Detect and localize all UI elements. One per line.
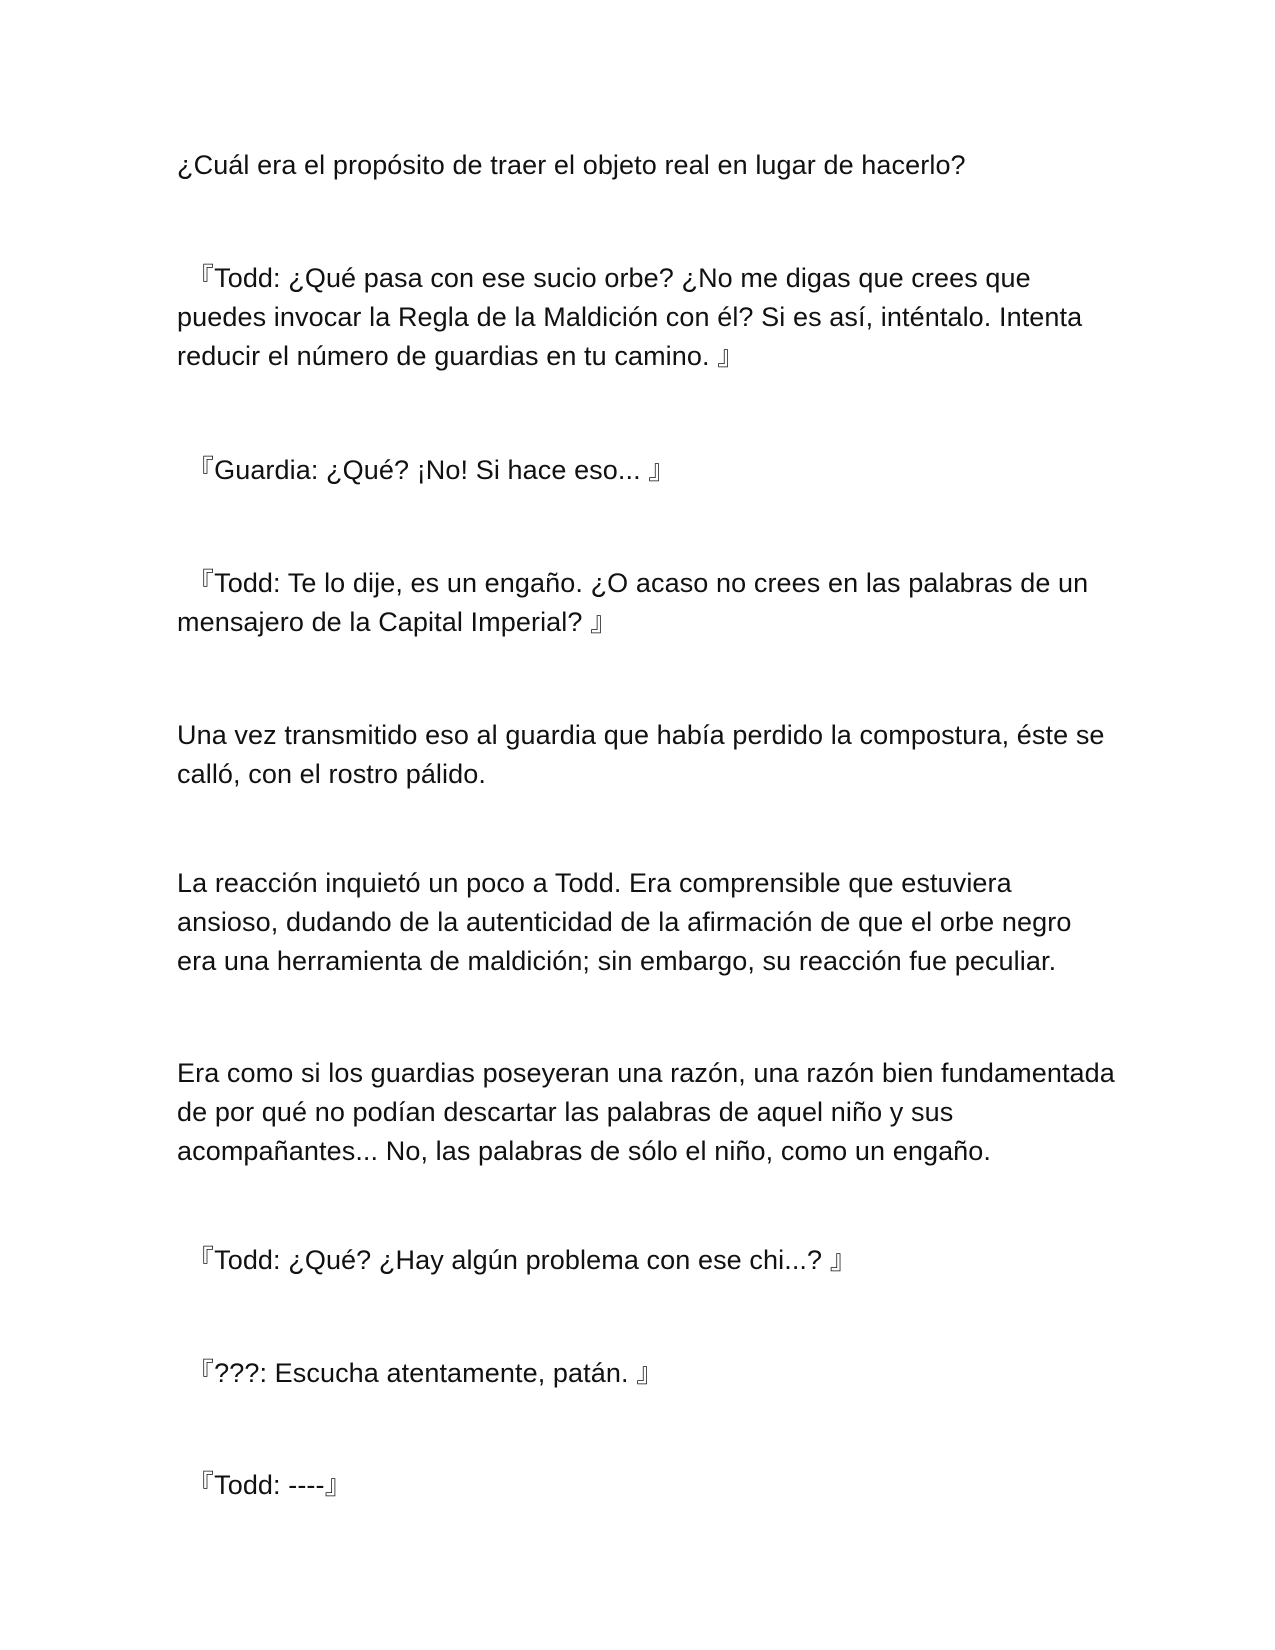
narration-paragraph: La reacción inquietó un poco a Todd. Era comprensible que estuviera ansioso, dudando de la autenticidad de la afirmación de que el orbe negro era una herramienta de maldición; sin embargo, su reacción fue peculiar. (177, 868, 1072, 976)
dialogue-todd: 『Todd: ¿Qué? ¿Hay algún problema con ese chi...? 』 (187, 1245, 857, 1275)
dialogue-todd: 『Todd: ¿Qué pasa con ese sucio orbe? ¿No me digas que crees que puedes invocar la Regla de la Maldición con él? Si es así, inténtalo. Intenta reducir el número de guardias en tu camino. 』 (177, 263, 1083, 371)
narration-paragraph: ¿Cuál era el propósito de traer el objeto real en lugar de hacerlo? (177, 150, 966, 180)
dialogue-guardia: 『Guardia: ¿Qué? ¡No! Si hace eso... 』 (187, 455, 676, 485)
narration-paragraph: Era como si los guardias poseyeran una razón, una razón bien fundamentada de por qué no podían descartar las palabras de aquel niño y sus acompañantes... No, las palabras de sólo el niño, como un engaño. (177, 1058, 1115, 1166)
dialogue-todd: 『Todd: ----』 (187, 1470, 352, 1500)
dialogue-todd: 『Todd: Te lo dije, es un engaño. ¿O acaso no crees en las palabras de un mensajero de la Capital Imperial? 』 (177, 568, 1089, 637)
dialogue-unknown: 『???: Escucha atentamente, patán. 』 (187, 1358, 664, 1388)
narration-paragraph: Una vez transmitido eso al guardia que había perdido la compostura, éste se calló, con el rostro pálido. (177, 720, 1105, 789)
